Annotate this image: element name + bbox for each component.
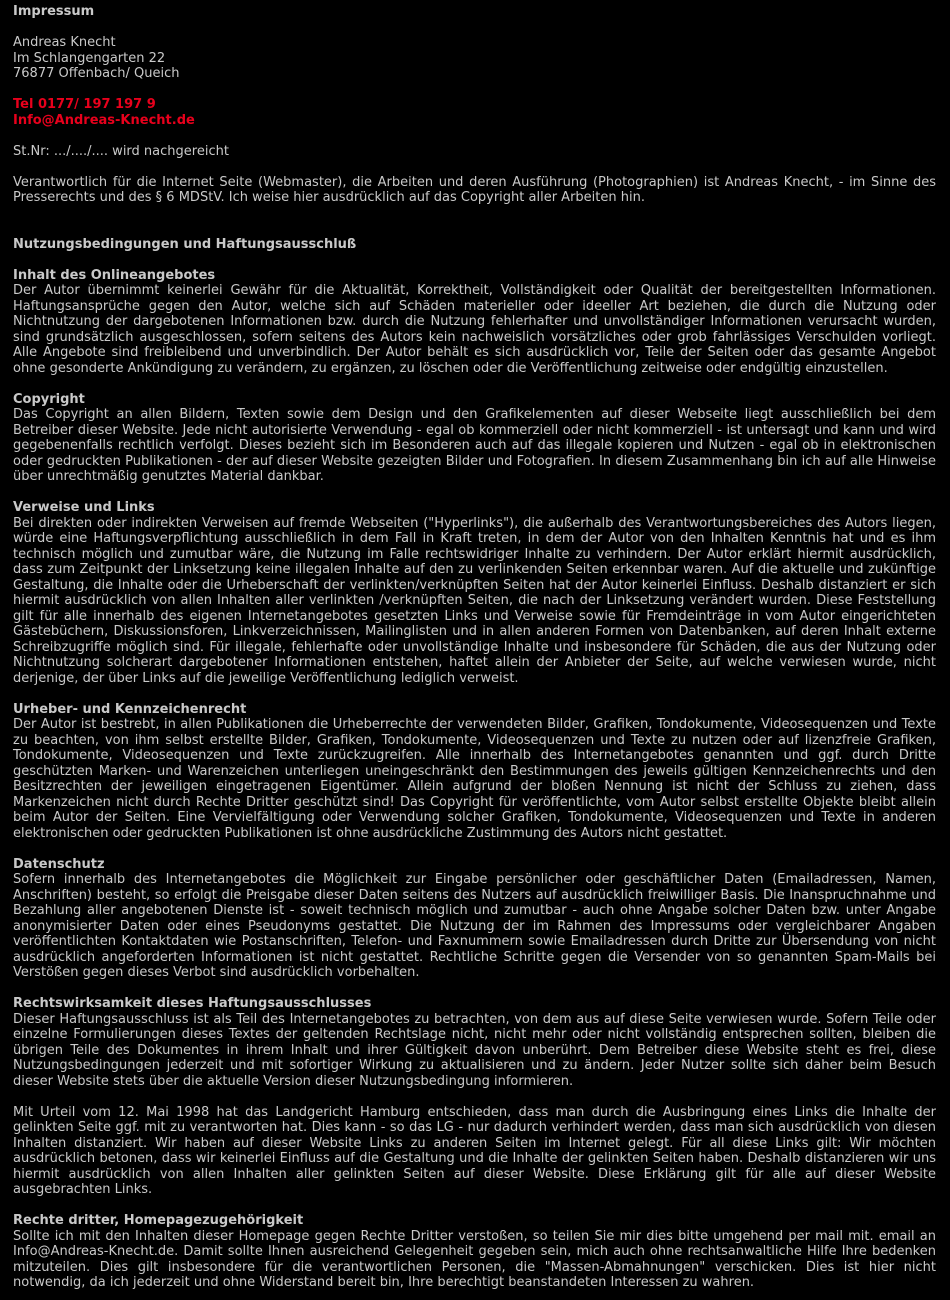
section-body: Der Autor ist bestrebt, in allen Publikationen die Urheberrechte der verwendeten Bilder, Grafiken, Tondokumente, Videosequenzen und Texte zu beachten, von ihm selbst erstellte Bilder, Grafiken, Tondokumente, Videosequenzen und Texte zu nutzen oder auf lizenzfreie Grafiken, Tondokumente, Videosequenzen und Texte zurückzugreifen. Alle innerhalb des Internetangebotes genannten und ggf. durch Dritte geschützten Marken- und Warenzeichen unterliegen uneingeschränkt den Bestimmungen des jeweils gültigen Kennzeichenrechts und den Besitzrechten der jeweiligen eingetragenen Eigentümer. Allein aufgrund der bloßen Nennung ist nicht der Schluss zu ziehen, dass Markenzeichen nicht durch Rechte Dritter geschützt sind! Das Copyright für veröffentlichte, vom Autor selbst erstellte Objekte bleibt allein beim Autor der Seiten. Eine Vervielfältigung oder Verwendung solcher Grafiken, Tondokumente, Videosequenzen und Texte in anderen elektronischen oder gedruckten Publikationen ist ohne ausdrückliche Zustimmung des Autors nicht gestattet. <box>13 717 936 841</box>
responsibility-paragraph: Verantwortlich für die Internet Seite (Webmaster), die Arbeiten und deren Ausführung (Photographien) ist Andreas Knecht, - im Sinne des Presserechts und des § 6 MDStV. Ich weise hier ausdrücklich auf das Copyright aller Arbeiten hin. <box>13 174 936 205</box>
tax-number: St.Nr: .../..../.... wird nachgereicht <box>13 143 229 159</box>
street-address: Im Schlangengarten 22 <box>13 50 166 66</box>
section-body: Dieser Haftungsausschluss ist als Teil des Internetangebotes zu betrachten, von dem aus auf diese Seite verwiesen wurde. Sofern Teile oder einzelne Formulierungen dieses Textes der geltenden Rechtslage nicht, nicht mehr oder nicht vollständig entsprechen sollten, bleiben die übrigen Teile des Dokumentes in ihrem Inhalt und ihrer Gültigkeit davon unberührt. Dem Betreiber diese Website steht es frei, diese Nutzungsbedingungen jederzeit und mit sofortiger Wirkung zu aktualisieren und zu ändern. Jeder Nutzer sollte sich daher beim Besuch dieser Website stets über die aktuelle Version dieser Nutzungsbedingung informieren. <box>13 1011 936 1089</box>
section-validity <box>13 996 936 1089</box>
section-copyright <box>13 392 936 485</box>
section-body: Sollte ich mit den Inhalten dieser Homepage gegen Rechte Dritter verstoßen, so teilen Sie mir dies bitte umgehend per mail mit. email an Info@Andreas-Knecht.de. Damit sollte Ihnen ausreichend Gelegenheit gegeben sein, mich auch ohne rechtsanwaltliche Hilfe Ihre bedenken mitzuteilen. Dies gilt insbesondere für die verantwortlichen Personen, die "Massen-Abmahnungen" verschicken. Dies ist hier nicht notwendig, da ich jederzeit und ohne Widerstand bereit bin, Ihre berechtigt beanstandeten Interessen zu wahren. <box>13 1228 936 1290</box>
contact-block <box>13 97 936 128</box>
section-title: Copyright <box>13 391 85 407</box>
section-third-party <box>13 1213 936 1291</box>
address-block <box>13 35 936 82</box>
section-body: Das Copyright an allen Bildern, Texten sowie dem Design und den Grafikelementen auf dieser Webseite liegt ausschließlich bei dem Betreiber dieser Website. Jede nicht autorisierte Verwendung - egal ob kommerziell oder nicht kommerziell - ist untersagt und kann und wird gegebenenfalls rechtlich verfolgt. Dieses bezieht sich im Besonderen auch auf das illegale kopieren und Nutzen - egal ob in elektronischen oder gedruckten Publikationen - der auf dieser Website gezeigten Bilder und Fotografien. In diesem Zusammenhang bin ich auf alle Hinweise über unrechtmäßig genutztes Material dankbar. <box>13 407 936 484</box>
section-links <box>13 500 936 686</box>
section-body: Sofern innerhalb des Internetangebotes die Möglichkeit zur Eingabe persönlicher oder geschäftlicher Daten (Emailadressen, Namen, Anschriften) besteht, so erfolgt die Preisgabe dieser Daten seitens des Nutzers auf ausdrücklich freiwilliger Basis. Die Inanspruchnahme und Bezahlung aller angebotenen Dienste ist - soweit technisch möglich und zumutbar - auch ohne Angabe solcher Daten bzw. unter Angabe anonymisierter Daten oder eines Pseudonyms gestattet. Die Nutzung der im Rahmen des Impressums oder vergleichbarer Angaben veröffentlichten Kontaktdaten wie Postanschriften, Telefon- und Faxnummern sowie Emailadressen durch Dritte zur Übersendung von nicht ausdrücklich angeforderten Informationen ist nicht gestattet. Rechtliche Schritte gegen die Versender von so genannten Spam-Mails bei Verstößen gegen dieses Verbot sind ausdrücklich vorbehalten. <box>13 872 936 980</box>
section-title: Inhalt des Onlineangebotes <box>13 267 216 283</box>
section-title: Datenschutz <box>13 856 105 872</box>
section-title: Rechte dritter, Homepagezugehörigkeit <box>13 1213 304 1228</box>
section-title: Urheber- und Kennzeichenrecht <box>13 701 247 717</box>
phone-number: Tel 0177/ 197 197 9 <box>13 97 156 112</box>
section-title: Rechtswirksamkeit dieses Haftungsausschlusses <box>13 996 372 1011</box>
court-ruling-paragraph: Mit Urteil vom 12. Mai 1998 hat das Landgericht Hamburg entschieden, dass man durch die Ausbringung eines Links die Inhalte der gelinkten Seite ggf. mit zu verantworten hat. Dies kann - so das LG - nur dadurch verhindert werden, dass man sich ausdrücklich von diesen Inhalten distanziert. Wir haben auf dieser Website Links zu anderen Seiten im Internet gelegt. Für all diese Links gilt: Wir möchten ausdrücklich betonen, dass wir keinerlei Einfluss auf die Gestaltung und die Inhalte der gelinkten Seiten haben. Deshalb distanzieren wir uns hiermit ausdrücklich von allen Inhalten aller gelinkten Seiten auf dieser Website. Diese Erklärung gilt für alle auf dieser Website ausgebrachten Links. <box>13 1104 936 1197</box>
email-link[interactable]: Info@Andreas-Knecht.de <box>13 112 195 128</box>
section-body: Bei direkten oder indirekten Verweisen auf fremde Webseiten ("Hyperlinks"), die außerhalb des Verantwortungsbereiches des Autors liegen, würde eine Haftungsverpflichtung ausschließlich in dem Fall in Kraft treten, in dem der Autor von den Inhalten Kenntnis hat und es ihm technisch möglich und zumutbar wäre, die Nutzung im Falle rechtswidriger Inhalte zu verhindern. Der Autor erklärt hiermit ausdrücklich, dass zum Zeitpunkt der Linksetzung keine illegalen Inhalte auf den zu verlinkenden Seiten erkennbar waren. Auf die aktuelle und zukünftige Gestaltung, die Inhalte oder die Urheberschaft der verlinkten/verknüpften Seiten hat der Autor keinerlei Einfluss. Deshalb distanziert er sich hiermit ausdrücklich von allen Inhalten aller verlinkten /verknüpften Seiten, die nach der Linksetzung verändert wurden. Diese Feststellung gilt für alle innerhalb des eigenen Internetangebotes gesetzten Links und Verweise sowie für Fremdeinträge in vom Autor eingerichteten Gästebüchern, Diskussionsforen, Linkverzeichnissen, Mailinglisten und in allen anderen Formen von Datenbanken, auf deren Inhalt externe Schreibzugriffe möglich sind. Für illegale, fehlerhafte oder unvollständige Inhalte und insbesondere für Schäden, die aus der Nutzung oder Nichtnutzung solcherart dargebotener Informationen entstehen, haftet allein der Anbieter der Seite, auf welche verwiesen wurde, nicht derjenige, der über Links auf die jeweilige Veröffentlichung lediglich verweist. <box>13 515 936 686</box>
section-title: Verweise und Links <box>13 500 155 515</box>
section-online-content <box>13 268 936 377</box>
terms-heading: Nutzungsbedingungen und Haftungsausschluß <box>13 236 357 252</box>
section-trademark <box>13 702 936 842</box>
city-address: 76877 Offenbach/ Queich <box>13 66 180 81</box>
section-privacy <box>13 857 936 981</box>
section-body: Der Autor übernimmt keinerlei Gewähr für die Aktualität, Korrektheit, Vollständigkeit oder Qualität der bereitgestellten Informationen. Haftungsansprüche gegen den Autor, welche sich auf Schäden materieller oder ideeller Art beziehen, die durch die Nutzung oder Nichtnutzung der dargebotenen Informationen bzw. durch die Nutzung fehlerhafter und unvollständiger Informationen verursacht wurden, sind grundsätzlich ausgeschlossen, sofern seitens des Autors kein nachweislich vorsätzliches oder grob fahrlässiges Verschulden vorliegt. Alle Angebote sind freibleibend und unverbindlich. Der Autor behält es sich ausdrücklich vor, Teile der Seiten oder das gesamte Angebot ohne gesonderte Ankündigung zu verändern, zu ergänzen, zu löschen oder die Veröffentlichung zeitweise oder endgültig einzustellen. <box>13 283 936 376</box>
owner-name: Andreas Knecht <box>13 35 116 50</box>
impressum-heading: Impressum <box>13 4 95 19</box>
